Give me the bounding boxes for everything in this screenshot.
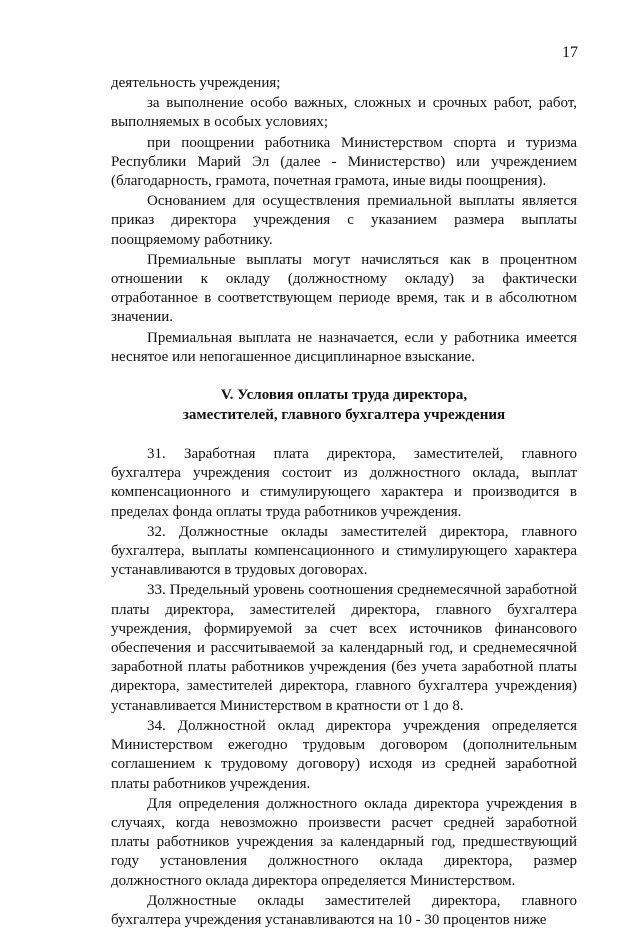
paragraph: Премиальные выплаты могут начисляться как в процентном отношении к окладу (должностному окладу) за фактически отработанное в соответствующем периоде время, так и в абсолютном значении.: [111, 251, 577, 326]
paragraph: деятельность учреждения;: [111, 75, 281, 91]
paragraph: за выполнение особо важных, сложных и срочных работ, работ, выполняемых в особых условиях;: [111, 95, 577, 131]
paragraph-clause-33: 33. Предельный уровень соотношения среднемесячной заработной платы директора, заместителей директора, главного бухгалтера учреждения, формируемой за счет всех источников финансового обеспечения и рассчитываемой за календарный год, и среднемесячной заработной платы работников учреждения (без учета заработной платы директора, заместителей директора, главного бухгалтера учреждения) устанавливается Министерством в кратности от 1 до 8.: [111, 582, 577, 714]
paragraph-clause-32: 32. Должностные оклады заместителей директора, главного бухгалтера, выплаты компенсационного и стимулирующего характера устанавливаются в трудовых договорах.: [111, 523, 577, 579]
section-heading-line: заместителей, главного бухгалтера учреждения: [182, 407, 506, 424]
section-heading-line: V. Условия оплаты труда директора,: [220, 387, 468, 404]
document-body: [111, 74, 577, 931]
paragraph: Основанием для осуществления премиальной выплаты является приказ директора учреждения с указанием размера выплаты поощряемому работнику.: [111, 193, 577, 248]
page-number: 17: [562, 44, 578, 61]
paragraph: Для определения должностного оклада директора учреждения в случаях, когда невозможно произвести расчет средней заработной платы работников учреждения за календарный год, предшествующий году установления должностного оклада директора, размер должностного оклада директора определяется Министерством.: [111, 795, 577, 889]
paragraph: Должностные оклады заместителей директора, главного бухгалтера учреждения устанавливаются на 10 - 30 процентов ниже: [111, 892, 577, 928]
paragraph: при поощрении работника Министерством спорта и туризма Республики Марий Эл (далее - Министерство) или учреждением (благодарность, грамота, почетная грамота, иные виды поощрения).: [111, 134, 577, 190]
section-heading: [111, 385, 577, 425]
paragraph: Премиальная выплата не назначается, если у работника имеется неснятое или непогашенное дисциплинарное взыскание.: [111, 329, 577, 365]
paragraph-clause-31: 31. Заработная плата директора, заместителей, главного бухгалтера учреждения состоит из должностного оклада, выплат компенсационного и стимулирующего характера и производится в пределах фонда оплаты труда работников учреждения.: [111, 446, 577, 520]
paragraph-clause-34: 34. Должностной оклад директора учреждения определяется Министерством ежегодно трудовым договором (дополнительным соглашением к трудовому договору) исходя из средней заработной платы работников учреждения.: [111, 717, 577, 792]
